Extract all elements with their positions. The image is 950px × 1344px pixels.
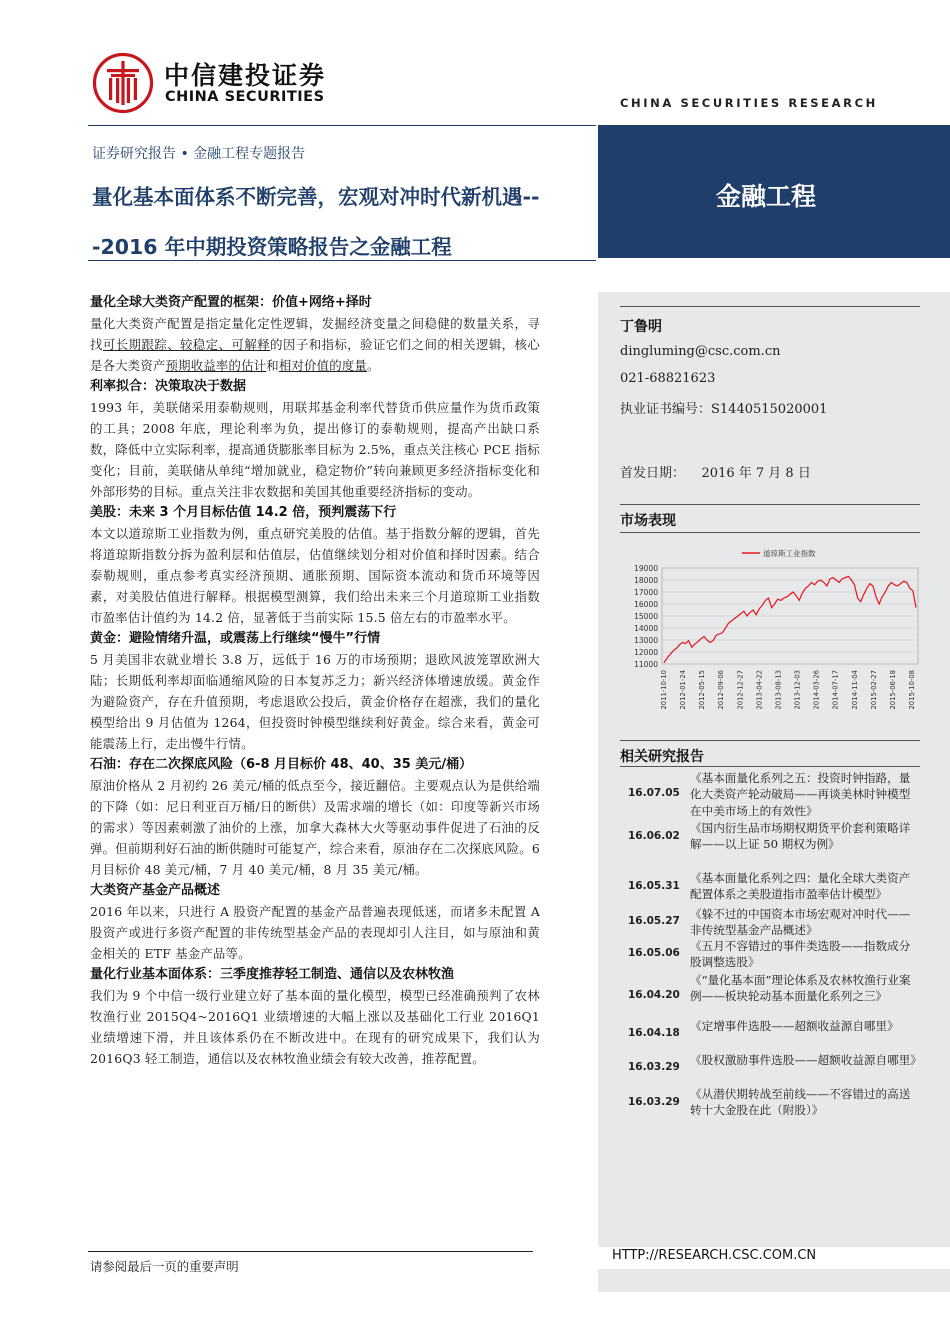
- section-heading: 量化行业基本面体系：三季度推荐轻工制造、通信以及农林牧渔: [90, 967, 455, 982]
- related-report-date: 16.03.29: [628, 1061, 680, 1073]
- related-report-item[interactable]: [620, 938, 920, 970]
- underlined-phrase: 预期收益率的估计: [165, 358, 267, 373]
- market-chart: [620, 540, 920, 740]
- report-summary: [90, 292, 540, 1069]
- sidebar-divider: [620, 532, 920, 533]
- y-tick-label: 15000: [634, 612, 658, 621]
- section-paragraph: 5 月美国非农就业增长 3.8 万，远低于 16 万的市场预期；退欧风波笼罩欧洲大陆；长期低利率却面临通缩风险的日本复苏乏力；新兴经济体增速放缓。黄金作为避险资产，存在升值预期，考虑退欧公投后，黄金价格存在超涨，我们的量化模型给出 9 月估值为 1264，但投资时钟模型继续利好黄金。综合来看，黄金可能震荡上行，走出慢牛行情。: [90, 652, 540, 751]
- disclaimer-note: 请参阅最后一页的重要声明: [90, 1259, 239, 1274]
- sidebar-divider: [620, 766, 920, 767]
- related-report-title: 《从潜伏期转战至前线——不容错过的高送转十大金股在此（附股）》: [690, 1087, 911, 1118]
- text-run: 和: [266, 358, 279, 373]
- x-tick-label: 2013-04-22: [755, 670, 764, 710]
- analyst-name: 丁鲁明: [620, 319, 662, 335]
- y-tick-label: 18000: [634, 576, 658, 585]
- related-report-title: 《五月不容错过的事件类选股——指数成分股调整选股》: [690, 939, 911, 970]
- x-tick-label: 2015-10-08: [908, 670, 916, 710]
- section-paragraph: 1993 年，美联储采用泰勒规则，用联邦基金利率代替货币供应量作为货币政策的工具；2008 年底，理论利率为负，提出修订的泰勒规则，提高产出缺口系数，降低中立实际利率，提高通货膨胀率目标为 2.5%，重点关注核心 PCE 指标变化；目前，美联储从单纯“增加就业，稳定物价”转向兼顾更多经济指标变化和外部形势的目标。重点关注非农数据和美国其他重要经济指标的变动。: [90, 400, 540, 499]
- related-report-date: 16.04.20: [628, 989, 680, 1001]
- related-report-item[interactable]: [620, 972, 920, 1020]
- y-tick-label: 14000: [634, 624, 658, 633]
- underlined-phrase: 相对价值的度量: [278, 358, 368, 373]
- logo-chinese-name: 中信建投证券: [164, 61, 327, 90]
- analyst-email[interactable]: dingluming@csc.com.cn: [620, 344, 781, 359]
- x-tick-label: 2012-05-15: [698, 670, 707, 710]
- x-tick-label: 2014-07-17: [831, 670, 840, 710]
- related-report-title: 《“量化基本面”理论体系及农林牧渔行业案例——板块轮动基本面量化系列之三》: [690, 973, 911, 1004]
- underlined-phrase: 可长期跟踪、较稳定、可解释: [102, 337, 271, 352]
- x-tick-label: 2013-08-13: [774, 670, 783, 710]
- section-heading: 黄金：避险情绪升温，或震荡上行继续“慢牛”行情: [90, 631, 381, 646]
- footer-divider: [88, 1251, 533, 1252]
- sidebar-divider: [620, 306, 920, 307]
- x-tick-label: 2011-10-10: [660, 670, 668, 710]
- research-url[interactable]: HTTP://RESEARCH.CSC.COM.CN: [612, 1248, 817, 1263]
- related-report-date: 16.05.06: [628, 947, 680, 959]
- related-report-date: 16.06.02: [628, 830, 680, 842]
- x-tick-label: 2015-06-18: [888, 670, 897, 710]
- license-number: 执业证书编号：S1440515020001: [620, 402, 828, 417]
- related-report-item[interactable]: [620, 820, 920, 854]
- market-performance-title: 市场表现: [620, 513, 676, 529]
- y-tick-label: 17000: [634, 588, 658, 597]
- legend-label: 道琼斯工业指数: [763, 549, 816, 558]
- related-reports-title: 相关研究报告: [620, 749, 704, 765]
- related-report-title: 《躲不过的中国资本市场宏观对冲时代——非传统型基金产品概述》: [690, 907, 911, 938]
- text-run: 量化大类资产配置是指定量化定性逻辑，发掘经济变量之间稳健的数量关系，寻找: [90, 316, 540, 352]
- y-tick-label: 19000: [634, 564, 658, 573]
- section-heading: 大类资产基金产品概述: [90, 883, 221, 898]
- section-heading: 美股：未来 3 个月目标估值 14.2 倍，预判震荡下行: [90, 505, 397, 520]
- dow-jones-line-chart: [620, 540, 920, 740]
- y-tick-label: 11000: [634, 660, 658, 669]
- section-paragraph: 我们为 9 个中信一级行业建立好了基本面的量化模型，模型已经准确预判了农林牧渔行业 2015Q4~2016Q1 业绩增速的大幅上涨以及基础化工行业 2016Q1 业绩增速下滑，并且该体系仍在不断改进中。在现有的研究成果下，我们认为 2016Q3 轻工制造，通信以及农林牧渔业绩会有较大改善，推荐配置。: [90, 988, 540, 1066]
- sector-label: 金融工程: [716, 182, 817, 211]
- y-tick-label: 12000: [634, 648, 658, 657]
- related-report-item[interactable]: [620, 906, 920, 938]
- section-heading: 利率拟合：决策取决于数据: [90, 379, 247, 394]
- section-paragraph: 本文以道琼斯工业指数为例，重点研究美股的估值。基于指数分解的逻辑，首先将道琼斯指数分拆为盈利层和估值层，估值继续划分相对价值和择时因素。结合泰勒规则，重点参考真实经济预期、通胀预期、国际资本流动和货币环境等因素，对美股估值进行解释。根据模型测算，我们给出未来三个月道琼斯工业指数市盈率估计值约为 14.2 倍，显著低于当前实际 15.5 倍左右的市盈率水平。: [90, 526, 540, 625]
- company-logo: [92, 52, 352, 114]
- text-run: 。: [367, 358, 380, 373]
- china-securities-logo-icon: [92, 52, 154, 114]
- research-tag: CHINA SECURITIES RESEARCH: [620, 96, 878, 110]
- x-tick-label: 2015-02-27: [869, 670, 878, 710]
- report-type: 证券研究报告 • 金融工程专题报告: [92, 146, 306, 162]
- related-report-date: 16.05.31: [628, 880, 680, 892]
- related-report-item[interactable]: [620, 1086, 920, 1120]
- x-tick-label: 2012-09-06: [717, 670, 726, 710]
- y-tick-label: 13000: [634, 636, 658, 645]
- related-report-date: 16.04.18: [628, 1027, 680, 1039]
- related-report-title: 《股权激励事件选股——超额收益源自哪里》: [690, 1053, 922, 1067]
- header-divider: [88, 125, 596, 126]
- related-report-item[interactable]: [620, 1052, 920, 1084]
- related-report-item[interactable]: [620, 870, 920, 904]
- related-report-item[interactable]: [620, 1018, 920, 1050]
- text-run: 的因子和指标，验证它们之间的相关逻辑，核心是各大类资产: [90, 337, 541, 373]
- x-tick-label: 2013-12-03: [793, 670, 802, 710]
- x-tick-label: 2012-01-24: [679, 670, 688, 710]
- related-report-title: 《定增事件选股——超额收益源自哪里》: [690, 1019, 899, 1033]
- x-tick-label: 2012-12-27: [736, 670, 745, 710]
- section-heading: 石油：存在二次探底风险（6-8 月目标价 48、40、35 美元/桶）: [90, 757, 473, 772]
- section-paragraph: 原油价格从 2 月初约 26 美元/桶的低点至今，接近翻倍。主要观点认为是供给端的下降（如：尼日利亚百万桶/日的断供）及需求端的增长（如：印度等新兴市场的需求）等因素刺激了油价的上涨，加拿大森林大火等驱动事件促进了石油的反弹。但前期利好石油的断供随时可能复产，综合来看，原油存在二次探底风险。6 月目标价 48 美元/桶，7 月 40 美元/桶，8 月 35 美元/桶。: [90, 778, 540, 877]
- x-tick-label: 2014-11-04: [850, 670, 859, 710]
- related-report-title: 《基本面量化系列之四：量化全球大类资产配置体系之美股道指市盈率估计模型》: [690, 871, 911, 902]
- related-report-date: 16.07.05: [628, 787, 680, 799]
- section-paragraph: 2016 年以来，只进行 A 股资产配置的基金产品普遍表现低迷，而诸多未配置 A 股资产或进行多资产配置的非传统型基金产品的表现却引人注目，如与原油和黄金相关的 ETF 基金产品等。: [90, 904, 540, 961]
- sidebar-divider: [620, 504, 920, 505]
- first-issue-date: 首发日期： 2016 年 7 月 8 日: [620, 466, 811, 481]
- related-report-item[interactable]: [620, 770, 920, 818]
- logo-english-name: CHINA SECURITIES: [165, 89, 325, 105]
- sidebar-divider: [620, 740, 920, 741]
- y-tick-label: 16000: [634, 600, 658, 609]
- analyst-phone: 021-68821623: [620, 371, 716, 386]
- related-report-date: 16.05.27: [628, 915, 680, 927]
- related-report-title: 《基本面量化系列之五：投资时钟指路，量化大类资产轮动破局——再谈美林时钟模型在中美市场上的有效性》: [690, 771, 911, 818]
- x-tick-label: 2014-03-26: [812, 670, 821, 710]
- title-divider: [88, 260, 596, 261]
- report-title: 量化基本面体系不断完善，宏观对冲时代新机遇---2016 年中期投资策略报告之金融工程: [92, 185, 540, 259]
- section-paragraph: [90, 313, 540, 376]
- series-line: [664, 576, 916, 662]
- related-report-date: 16.03.29: [628, 1096, 680, 1108]
- related-report-title: 《国内衍生品市场期权期货平价套利策略详解——以上证 50 期权为例》: [690, 821, 911, 852]
- section-heading: 量化全球大类资产配置的框架：价值+网络+择时: [90, 295, 372, 310]
